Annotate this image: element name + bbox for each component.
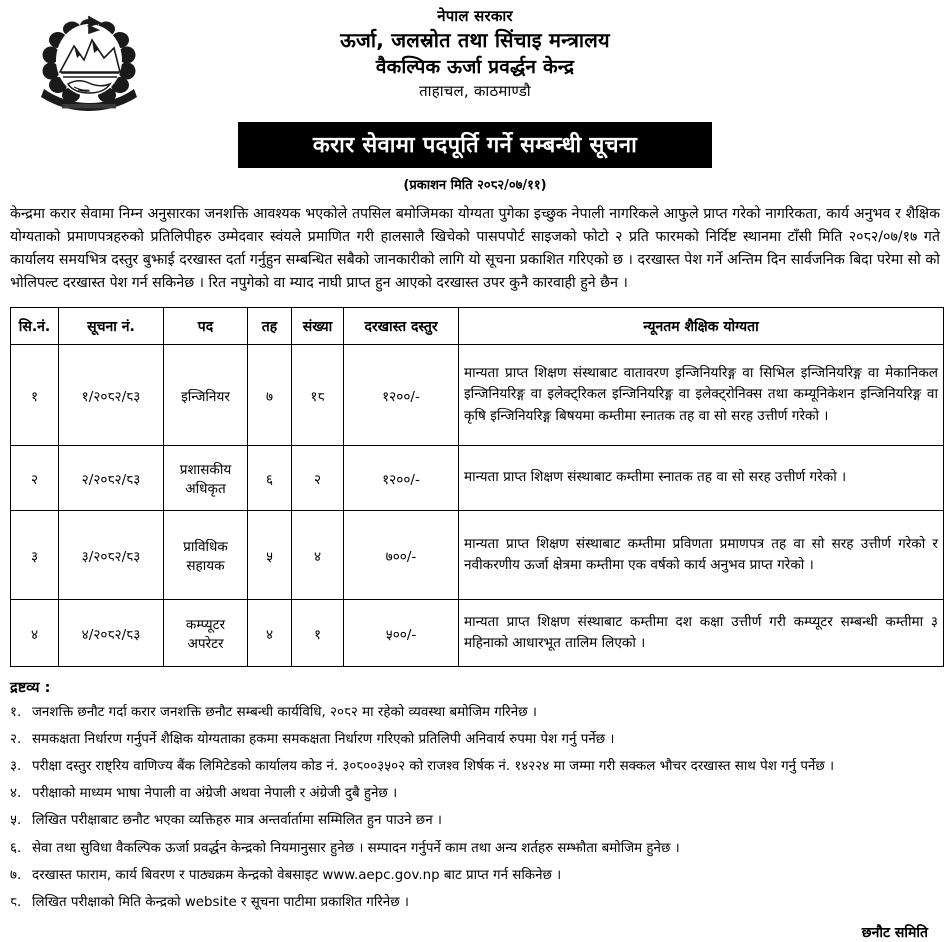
column-header-sn: सि.नं. (11, 308, 59, 345)
nepal-government-emblem-icon (34, 10, 144, 116)
column-header-level: तह (248, 308, 292, 345)
cell-quantity: १ (292, 600, 344, 667)
cell-qualification: मान्यता प्राप्त शिक्षण संस्थाबाट वातावरण इन्जिनियरिङ्ग वा सिभिल इन्जिनियरिङ्ग वा मेकानिकल इन्जिनियरिङ्ग वा इलेक्ट्रिकल इन्जिनियरिङ्ग वा इलेक्ट्रोनिक्स तथा कम्यूनिकेशन इन्जिनियरिङ्ग वा कृषि इन्जिनियरिङ्ग बिषयमा कम्तीमा स्नातक तह वा सो सरह उत्तीर्ण गरेको । (459, 345, 944, 446)
cell-notice-no: ४/२०८२/८३ (59, 600, 164, 667)
cell-qualification: मान्यता प्राप्त शिक्षण संस्थाबाट कम्तीमा प्रविणता प्रमाणपत्र तह वा सो सरह उत्तीर्ण गरेको र नवीकरणीय ऊर्जा क्षेत्रमा कम्तीमा एक वर्षको कार्य अनुभव प्राप्त गरेको । (459, 511, 944, 600)
ministry-name: ऊर्जा, जलस्रोत तथा सिंचाइ मन्त्रालय (340, 27, 610, 52)
center-address: ताहाचल, काठमाण्डौ (419, 81, 531, 100)
note-text: दरखास्त फाराम, कार्य बिवरण र पाठ्यक्रम केन्द्रको वेबसाइट www.aepc.gov.np बाट प्राप्त गर्न सकिनेछ । (32, 867, 562, 883)
column-header-qualification: न्यूनतम शैक्षिक योग्यता (459, 308, 944, 345)
note-item (10, 730, 940, 750)
column-header-post: पद (164, 308, 248, 345)
cell-quantity: ४ (292, 511, 344, 600)
note-text: लिखित परीक्षाबाट छनौट भएका व्यक्तिहरु मात्र अन्तर्वार्तामा सम्मिलित हुन पाउने छन । (32, 813, 442, 829)
cell-sn: ४ (11, 600, 59, 667)
center-name: वैकल्पिक ऊर्जा प्रवर्द्धन केन्द्र (375, 56, 575, 79)
issuing-committee-signature: छनौट समिति (861, 924, 928, 941)
cell-notice-no: २/२०८२/८३ (59, 446, 164, 511)
note-text: परीक्षाको माध्यम भाषा नेपाली वा अंग्रेजी अथवा नेपाली र अंग्रेजी दुबै हुनेछ । (32, 786, 398, 802)
cell-quantity: १८ (292, 345, 344, 446)
cell-post: इन्जिनियर (164, 345, 248, 446)
note-text: समकक्षता निर्धारण गर्नुपर्ने शैक्षिक योग्यताका हकमा समकक्षता निर्धारण गरिएको प्रतिलिपी अनिवार्य रुपमा पेश गर्नु पर्नेछ । (32, 732, 615, 748)
note-number: ६. (10, 840, 22, 856)
note-item (10, 839, 940, 859)
note-item (10, 703, 940, 723)
cell-sn: १ (11, 345, 59, 446)
cell-quantity: २ (292, 446, 344, 511)
cell-level: ५ (248, 511, 292, 600)
cell-post: प्राविधिक सहायक (164, 511, 248, 600)
note-number: १. (10, 705, 22, 720)
government-name: नेपाल सरकार (437, 7, 513, 25)
notes-list (10, 703, 940, 913)
cell-notice-no: ३/२०८२/८३ (59, 511, 164, 600)
note-number: ७. (10, 867, 22, 883)
cell-fee: १२००/- (344, 345, 459, 446)
note-number: ३. (10, 759, 22, 775)
note-text: लिखित परीक्षाको मिति केन्द्रको website र सूचना पाटीमा प्रकाशित गरिनेछ । (32, 894, 409, 910)
table-row (11, 446, 944, 511)
column-header-notice-no: सूचना नं. (59, 308, 164, 345)
note-item (10, 784, 940, 804)
cell-qualification: मान्यता प्राप्त शिक्षण संस्थाबाट कम्तीमा स्नातक तह वा सो सरह उत्तीर्ण गरेको । (459, 446, 944, 511)
table-row (11, 345, 944, 446)
note-text: जनशक्ति छनौट गर्दा करार जनशक्ति छनौट सम्बन्धी कार्यविधि, २०८२ मा रहेको व्यवस्था बमोजिम गरिनेछ । (32, 705, 537, 720)
note-item (10, 811, 940, 831)
cell-post: प्रशासकीय अधिकृत (164, 446, 248, 511)
note-text: सेवा तथा सुविधा वैकल्पिक ऊर्जा प्रवर्द्धन केन्द्रको नियमानुसार हुनेछ । सम्पादन गर्नुपर्ने काम तथा अन्य शर्तहरु सम्झौता बमोजिम हुनेछ । (32, 840, 680, 856)
note-item (10, 866, 940, 886)
cell-level: ४ (248, 600, 292, 667)
cell-sn: ३ (11, 511, 59, 600)
table-header-row (11, 308, 944, 345)
column-header-fee: दरखास्त दस्तुर (344, 308, 459, 345)
cell-fee: १२००/- (344, 446, 459, 511)
cell-notice-no: १/२०८२/८३ (59, 345, 164, 446)
document-header (8, 6, 942, 118)
table-row (11, 511, 944, 600)
table-row (11, 600, 944, 667)
vacancy-table (10, 307, 944, 667)
cell-level: ७ (248, 345, 292, 446)
column-header-quantity: संख्या (292, 308, 344, 345)
cell-post: कम्प्यूटर अपरेटर (164, 600, 248, 667)
note-item (10, 757, 940, 777)
note-text: परीक्षा दस्तुर राष्ट्रिय वाणिज्य बैंक लिमिटेडको कार्यालय कोड नं. ३०८००३५०२ को राजश्व शिर्षक नं. १४२२४ मा जम्मा गरी सक्कल भौचर दरखास्त साथ पेश गर्नु पर्नेछ । (32, 759, 835, 775)
note-item (10, 893, 940, 913)
intro-paragraph: केन्द्रमा करार सेवामा निम्न अनुसारका जनशक्ति आवश्यक भएकोले तपसिल बमोजिमका योग्यता पुगेका इच्छुक नेपाली नागरिकले आफुले प्राप्त गरेको नागरिकता, कार्य अनुभव र शैक्षिक योग्यताको प्रमाणपत्रहरुको प्रतिलिपीहरु उम्मेदवार स्वंयले प्रमाणित गरी हालसालै खिचेको पासपपोर्ट साइजको फोटो २ प्रति फारमको निर्दिष्ट स्थानमा टाँसी मिति २०८२/०७/१७ गते कार्यालय समयभित्र दस्तुर बुझाई दरखास्त दर्ता गर्नुहुन सम्बन्धित सबैको जानकारीको लागि यो सूचना प्रकाशित गरिएको छ । दरखास्त पेश गर्ने अन्तिम दिन सार्वजनिक बिदा परेमा सो को भोलिपल्ट दरखास्त पेश गर्न सकिनेछ । रित नपुगेको वा म्याद नाघी प्राप्त हुन आएको दरखास्त उपर कुनै कारवाही हुने छैन । (10, 206, 940, 291)
cell-sn: २ (11, 446, 59, 511)
notice-title-banner: करार सेवामा पदपूर्ति गर्ने सम्बन्धी सूचना (238, 122, 712, 168)
cell-level: ६ (248, 446, 292, 511)
notes-heading: द्रष्टव्य : (10, 680, 51, 696)
publication-date: (प्रकाशन मिति २०८२/०७/११) (403, 178, 547, 193)
cell-fee: ७००/- (344, 511, 459, 600)
note-number: ४. (10, 786, 22, 802)
cell-qualification: मान्यता प्राप्त शिक्षण संस्थाबाट कम्तीमा दश कक्षा उत्तीर्ण गरी कम्प्यूटर सम्बन्धी कम्तीमा ३ महिनाको आधारभूत तालिम लिएको । (459, 600, 944, 667)
note-number: ५. (10, 813, 22, 829)
note-number: ८. (10, 894, 22, 910)
note-number: २. (10, 732, 22, 748)
cell-fee: ५००/- (344, 600, 459, 667)
